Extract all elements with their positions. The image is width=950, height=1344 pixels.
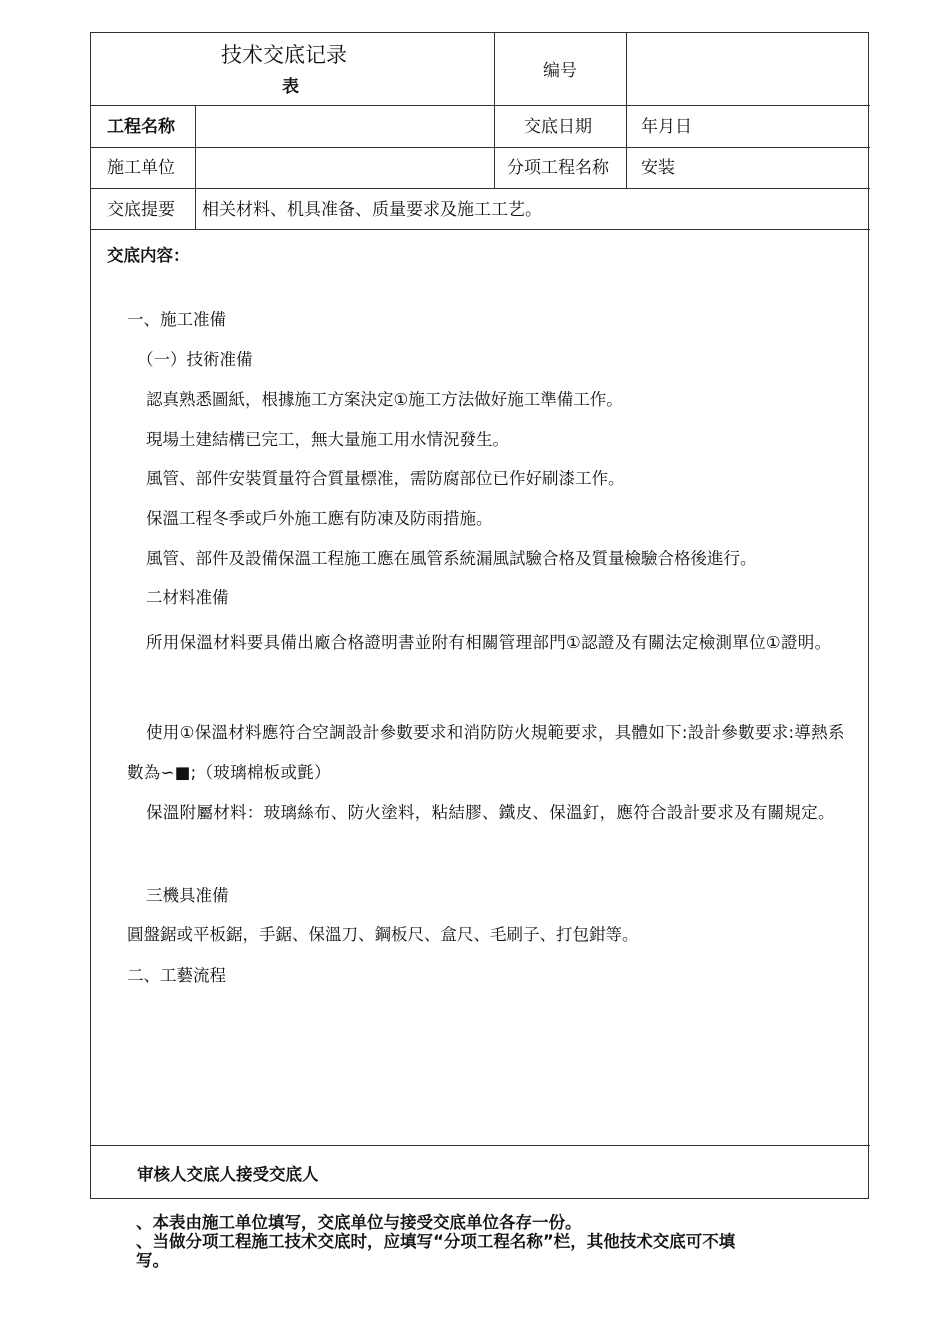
- row-divider: [91, 1145, 870, 1146]
- paragraph: 保溫附屬材料：玻璃絲布、防火塗料，粘結膠、鐵皮、保溫釘，應符合設計要求及有關規定。: [146, 803, 835, 822]
- section-heading: 一、施工准備: [127, 310, 226, 329]
- footnote: 、本表由施工单位填写，交底单位与接受交底单位各存一份。: [136, 1213, 582, 1232]
- column-divider: [626, 33, 627, 188]
- summary-field[interactable]: 相关材料、机具准备、质量要求及施工工艺。: [202, 200, 542, 220]
- date-label: 交底日期: [524, 117, 592, 137]
- paragraph: 保溫工程冬季或戶外施工應有防凍及防雨措施。: [146, 509, 493, 528]
- paragraph: 所用保溫材料要具備出廠合格證明書並附有相關管理部門①認證及有關法定檢測單位①證明。: [146, 633, 832, 652]
- paragraph: 圓盤鋸或平板鋸，手鋸、保溫刀、鋼板尺、盒尺、毛刷子、打包鉗等。: [127, 925, 639, 944]
- paragraph: 認真熟悉圖紙，根據施工方案決定①施工方法做好施工準備工作。: [146, 390, 623, 409]
- paragraph: 使用①保溫材料應符合空調設計參數要求和消防防火規範要求，具體如下:設計參數要求:導熱系數為∽■;（玻璃棉板或氈）: [127, 723, 845, 782]
- subsection-heading: 三機具准備: [146, 886, 229, 905]
- footnote: 写。: [136, 1251, 169, 1270]
- subsection-heading: 二材料准備: [146, 588, 229, 607]
- date-field[interactable]: 年月日: [641, 117, 692, 137]
- paragraph: 風管、部件安裝質量符合質量標准，需防腐部位已作好刷漆工作。: [146, 469, 625, 488]
- row-divider: [91, 188, 870, 189]
- column-divider: [195, 105, 196, 229]
- content-heading: 交底内容：: [107, 246, 190, 265]
- row-divider: [91, 105, 870, 106]
- summary-label: 交底提要: [107, 200, 175, 220]
- form-title: 技术交底记录: [221, 43, 347, 67]
- sub-project-field[interactable]: 安装: [641, 158, 675, 178]
- technical-briefing-form: [90, 32, 869, 1199]
- project-name-label: 工程名称: [107, 117, 175, 137]
- form-subtitle: 表: [282, 77, 299, 97]
- sub-project-label: 分项工程名称: [507, 158, 609, 178]
- subsection-heading: （一）技術准備: [137, 350, 253, 369]
- row-divider: [91, 229, 870, 230]
- section-heading: 二、工藝流程: [127, 966, 226, 985]
- construction-unit-label: 施工单位: [107, 158, 175, 178]
- paragraph: 風管、部件及設備保溫工程施工應在風管系統漏風試驗合格及質量檢驗合格後進行。: [146, 549, 757, 568]
- footnote: 、当做分项工程施工技术交底时，应填写“分项工程名称”栏，其他技术交底可不填: [136, 1232, 736, 1251]
- number-label: 编号: [543, 61, 577, 81]
- row-divider: [91, 147, 870, 148]
- paragraph: 現場土建結構已完工，無大量施工用水情況發生。: [146, 430, 509, 449]
- signature-row: 审核人交底人接受交底人: [137, 1165, 319, 1184]
- column-divider: [494, 33, 495, 188]
